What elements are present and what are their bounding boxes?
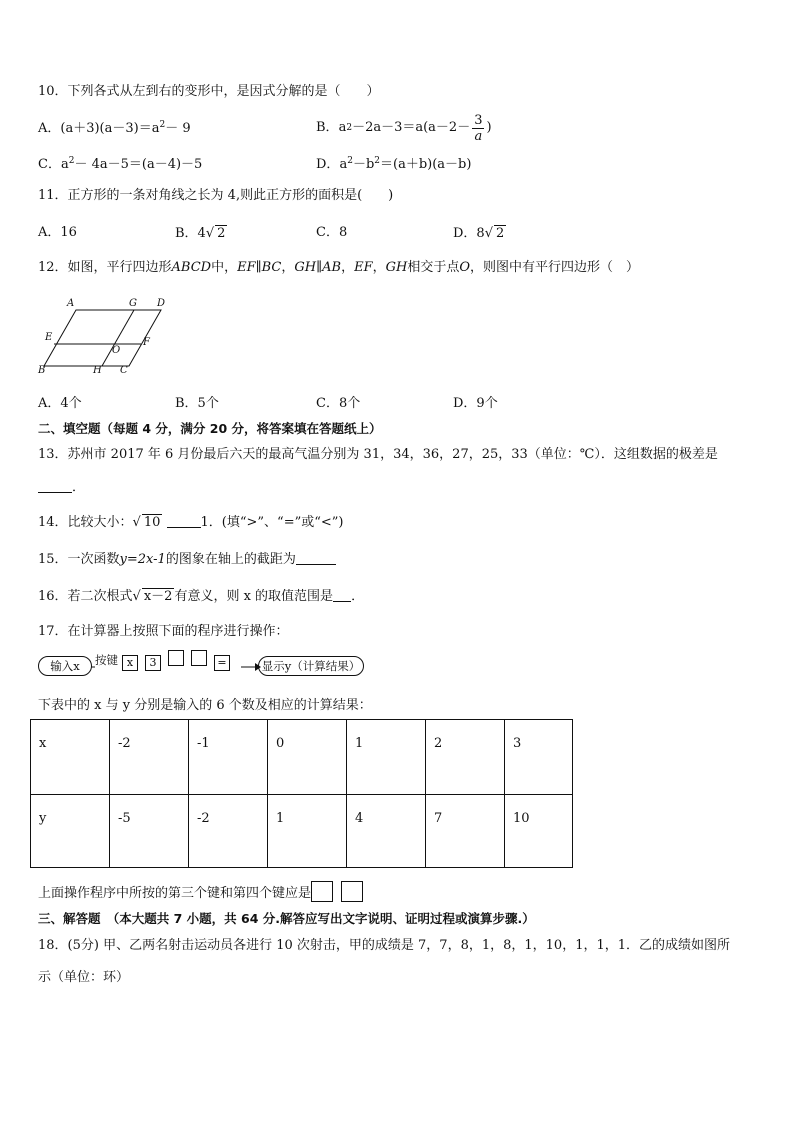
table-cell: 4 — [347, 795, 426, 868]
q10-stem: 10．下列各式从左到右的变形中，是因式分解的是（ ） — [38, 84, 380, 99]
label-c: C — [120, 365, 128, 376]
label-b: B — [38, 365, 46, 376]
table-cell: 1 — [268, 795, 347, 868]
q12-option-d: D．9个 — [453, 396, 498, 411]
table-cell: -2 — [189, 795, 268, 868]
q13-stem: 13．苏州市 2017 年 6 月份最后六天的最高气温分别为 31，34，36，27，25，33（单位：℃）．这组数据的极差是 — [38, 447, 718, 462]
key-sequence: 按键 x 3 = — [95, 650, 241, 671]
q11-option-d: D．8√ 2 — [453, 226, 505, 241]
q12-stem: 12．如图，平行四边形ABCD中，EF∥BC，GH∥AB，EF，GH相交于点O，则图中有平行四边形（ ） — [38, 260, 640, 275]
answer-box-4[interactable] — [341, 881, 363, 902]
label-h: H — [93, 365, 102, 376]
table-cell: y — [31, 795, 110, 868]
q15-stem: 15．一次函数y=2x-1的图象在轴上的截距为 — [38, 552, 336, 568]
label-a: A — [67, 298, 75, 309]
q12-option-c: C．8个 — [316, 396, 361, 411]
q16-stem: 16．若二次根式√ x－2 有意义，则 x 的取值范围是 ． — [38, 589, 365, 604]
input-x-pill: 输入x — [38, 656, 92, 676]
table-cell: 7 — [426, 795, 505, 868]
answer-blank[interactable] — [296, 564, 336, 565]
q10-option-d: D．$a^2-b^2=(a+b)(a-b)$ — [316, 156, 472, 172]
parallelogram-figure — [34, 294, 174, 376]
label-d: D — [157, 298, 166, 309]
table-cell: -1 — [189, 720, 268, 795]
label-f: F — [143, 337, 150, 348]
answer-blank[interactable] — [333, 601, 351, 602]
table-cell: -2 — [110, 720, 189, 795]
xy-table — [30, 719, 573, 868]
table-cell: 3 — [505, 720, 573, 795]
q17-answer-line: 上面操作程序中所按的第三个键和第四个键应是 — [38, 881, 363, 902]
table-row — [31, 720, 573, 795]
answer-box-3[interactable] — [311, 881, 333, 902]
answer-blank[interactable] — [38, 492, 72, 493]
fraction-3-over-a: $\frac{3}{a}$ — [474, 112, 483, 144]
q12-option-b: B．5个 — [175, 396, 219, 411]
key-x: x — [122, 655, 138, 671]
q17-table-intro: 下表中的 x 与 y 分别是输入的 6 个数及相应的计算结果： — [38, 698, 372, 713]
q14-stem: 14．比较大小：√ 10 1．(填“>”、“=”或“<”) — [38, 515, 344, 530]
q17-stem: 17．在计算器上按照下面的程序进行操作： — [38, 624, 289, 639]
q11-stem: 11．正方形的一条对角线之长为 4,则此正方形的面积是( ) — [38, 188, 394, 203]
q10-option-b: B． a 2 －2a－3＝a(a－2－ $\frac{3}{a}$ ) — [316, 112, 492, 144]
table-row — [31, 795, 573, 868]
q18-line-1: 18．(5分) 甲、乙两名射击运动员各进行 10 次射击，甲的成绩是 7，7，8，1，8，1，10，1，1，1．乙的成绩如图所 — [38, 938, 731, 953]
key-3: 3 — [145, 655, 161, 671]
key-equals: = — [214, 655, 230, 671]
table-cell: 10 — [505, 795, 573, 868]
answer-blank[interactable] — [167, 527, 201, 528]
label-o: O — [112, 345, 121, 356]
q11-option-b: B．4√ 2 — [175, 226, 226, 241]
section-2-heading: 二、填空题（每题 4 分，满分 20 分，将答案填在答题纸上） — [38, 421, 382, 436]
table-cell: 2 — [426, 720, 505, 795]
table-cell: 0 — [268, 720, 347, 795]
key-blank-4[interactable] — [191, 650, 207, 666]
output-y-pill: 显示y（计算结果） — [258, 656, 364, 676]
q13-answer: ． — [38, 480, 85, 496]
table-cell: x — [31, 720, 110, 795]
q10-option-a: A．$(a+3)(a-3)=a^2- 9$ — [38, 120, 191, 136]
section-3-heading: 三、解答题 （本大题共 7 小题，共 64 分.解答应写出文字说明、证明过程或演算步骤.） — [38, 911, 535, 926]
label-e: E — [45, 332, 53, 343]
table-cell: -5 — [110, 795, 189, 868]
q10-option-c: C．$a^2- 4a-5=(a-4)-5$ — [38, 156, 203, 172]
segment-gh — [102, 310, 134, 366]
key-blank-3[interactable] — [168, 650, 184, 666]
table-cell: 1 — [347, 720, 426, 795]
q18-line-2: 示（单位：环） — [38, 970, 130, 985]
q11-option-c: C．8 — [316, 225, 348, 240]
label-g: G — [129, 298, 137, 309]
q12-option-a: A．4个 — [38, 396, 82, 411]
q11-option-a: A．16 — [38, 225, 77, 240]
